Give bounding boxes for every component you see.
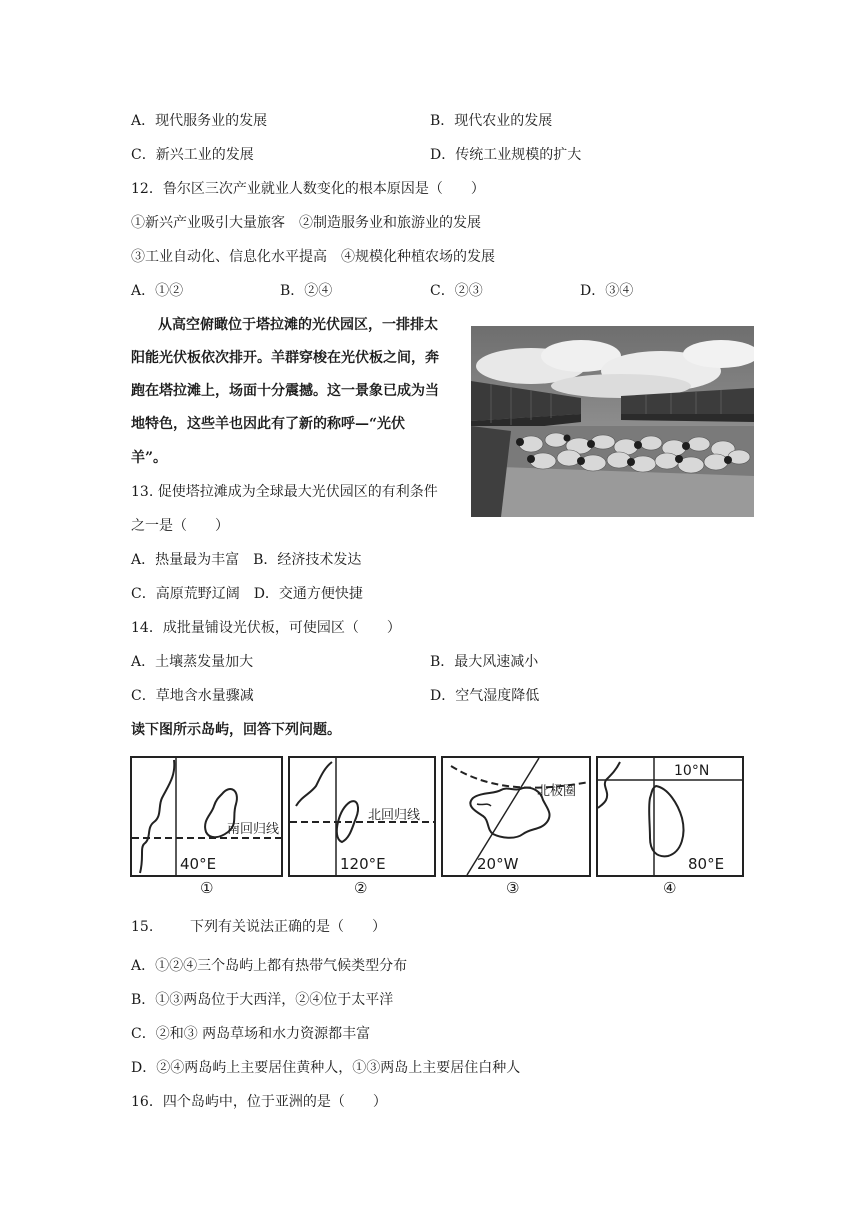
- passage-line-1: 从高空俯瞰位于塔拉滩的光伏园区，一排排太: [158, 317, 438, 333]
- map-4: [596, 756, 744, 877]
- map-intro: 读下图所示岛屿，回答下列问题。: [131, 722, 341, 738]
- map-1-meridian-label: 40°E: [180, 855, 217, 873]
- solar-park-sheep-photo: [471, 326, 754, 517]
- q12-statements-2: ③工业自动化、信息化水平提高 ④规模化种植农场的发展: [131, 249, 495, 265]
- map-1-number: ①: [200, 879, 214, 897]
- map-3-line-label: 北极圈: [537, 784, 577, 799]
- q15-option-b: B．①③两岛位于大西洋，②④位于太平洋: [131, 992, 394, 1008]
- map-2-line-label: 北回归线: [368, 808, 421, 823]
- q12-option-b: B．②④: [280, 283, 333, 299]
- map-1: [130, 756, 283, 877]
- passage-line-5: 羊”。: [131, 450, 168, 466]
- map-3-number: ③: [506, 879, 520, 897]
- q14-option-a: A．土壤蒸发量加大: [131, 654, 254, 670]
- q11-option-a: A．现代服务业的发展: [131, 113, 268, 129]
- q12-option-a: A．①②: [131, 283, 184, 299]
- q15-stem-number: 15.: [131, 919, 154, 935]
- passage-line-2: 阳能光伏板依次排开。羊群穿梭在光伏板之间，奔: [131, 350, 439, 366]
- island-maps: [130, 756, 744, 901]
- q15-option-a: A．①②④三个岛屿上都有热带气候类型分布: [131, 958, 408, 974]
- q12-stem: 12．鲁尔区三次产业就业人数变化的根本原因是（ ）: [131, 181, 485, 197]
- map-2-number: ②: [354, 879, 368, 897]
- map-4-number: ④: [663, 879, 677, 897]
- q14-option-b: B．最大风速减小: [430, 654, 539, 670]
- q11-option-b: B．现代农业的发展: [430, 113, 553, 129]
- passage-line-3: 跑在塔拉滩上，场面十分震撼。这一景象已成为当: [131, 383, 439, 399]
- map-2: [288, 756, 436, 877]
- map-1-line-label: 南回归线: [227, 822, 280, 837]
- map-3-meridian-label: 20°W: [477, 855, 519, 873]
- q13-stem-line-1: 13. 促使塔拉滩成为全球最大光伏园区的有利条件: [131, 484, 438, 500]
- q14-option-c: C．草地含水量骤减: [131, 688, 254, 704]
- map-3: [441, 756, 591, 877]
- q14-stem: 14．成批量铺设光伏板，可使园区（ ）: [131, 620, 401, 636]
- q13-stem-line-2: 之一是（ ）: [131, 518, 229, 534]
- q15-option-c: C．②和③ 两岛草场和水力资源都丰富: [131, 1026, 371, 1042]
- q14-option-d: D．空气湿度降低: [430, 688, 540, 704]
- map-2-meridian-label: 120°E: [340, 855, 386, 873]
- q11-option-c: C．新兴工业的发展: [131, 147, 254, 163]
- q13-options-2: C．高原荒野辽阔 D．交通方便快捷: [131, 586, 363, 602]
- q15-option-d: D．②④两岛屿上主要居住黄种人，①③两岛上主要居住白种人: [131, 1060, 521, 1076]
- q12-option-d: D．③④: [580, 283, 634, 299]
- passage-line-4: 地特色，这些羊也因此有了新的称呼—“光伏: [131, 416, 406, 432]
- q12-statements-1: ①新兴产业吸引大量旅客 ②制造服务业和旅游业的发展: [131, 215, 481, 231]
- map-4-line-label: 10°N: [674, 763, 710, 779]
- q16-stem: 16．四个岛屿中，位于亚洲的是（ ）: [131, 1094, 387, 1110]
- q12-option-c: C．②③: [430, 283, 483, 299]
- q11-option-d: D．传统工业规模的扩大: [430, 147, 582, 163]
- q15-stem-text: 下列有关说法正确的是（ ）: [190, 919, 386, 935]
- q13-options-1: A．热量最为丰富 B．经济技术发达: [131, 552, 362, 568]
- map-4-meridian-label: 80°E: [688, 855, 725, 873]
